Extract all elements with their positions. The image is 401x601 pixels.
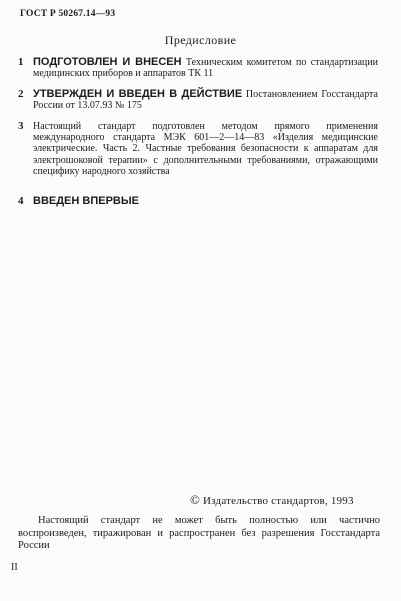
item-text: Техническим комитетом по стандартизации медицинских приборов и аппаратов ТК 11	[33, 57, 378, 80]
item-body	[33, 196, 378, 207]
item-number: 1	[18, 56, 24, 68]
item-body	[33, 121, 378, 177]
item-number: 4	[18, 195, 24, 207]
copyright-text: Издательство стандартов, 1993	[203, 495, 354, 507]
page-number: II	[11, 562, 18, 573]
item-text: Постановлением Госстандарта России от 13.07.93 № 175	[33, 89, 378, 112]
item-lead: УТВЕРЖДЕН И ВВЕДЕН В ДЕЙСТВИЕ	[33, 88, 243, 100]
item-text: Настоящий стандарт подготовлен методом прямого применения международного стандарта МЭК 601—2—14—83 «Изделия медицинские электрические. Часть 2. Частные требования безопасности к аппаратам для электрошоковой терапии» с дополнительными требованиями, отражающими специфику народного хозяйства	[33, 121, 378, 177]
list-item-3	[18, 121, 378, 177]
item-number: 3	[18, 120, 24, 132]
item-body	[33, 89, 378, 111]
copyright-line	[190, 492, 354, 508]
item-lead: ВВЕДЕН ВПЕРВЫЕ	[33, 195, 139, 207]
list-item-1	[18, 57, 378, 79]
item-lead: ПОДГОТОВЛЕН И ВНЕСЕН	[33, 56, 182, 68]
reproduction-notice: Настоящий стандарт не может быть полностью или частично воспроизведен, тиражирован и распространен без разрешения Госстандарта России	[18, 515, 380, 551]
item-number: 2	[18, 88, 24, 100]
list-item-2	[18, 89, 378, 111]
item-body	[33, 57, 378, 79]
list-item-4	[18, 196, 378, 207]
section-heading: Предисловие	[164, 33, 237, 47]
document-code: ГОСТ Р 50267.14—93	[20, 9, 116, 19]
copyright-icon: ©	[190, 492, 201, 507]
